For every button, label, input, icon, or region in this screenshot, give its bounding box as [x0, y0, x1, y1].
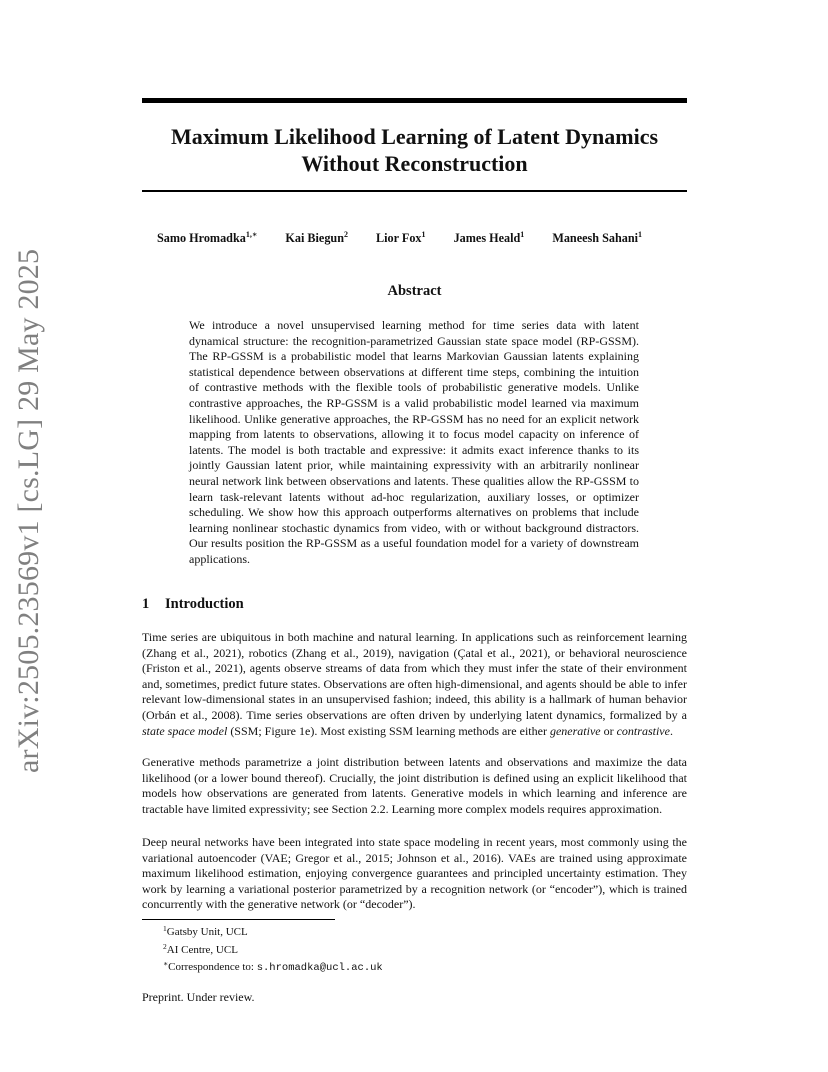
footnote-mark: 2 — [163, 941, 167, 951]
author-name: Lior Fox — [376, 231, 422, 245]
italic-term: generative — [549, 723, 601, 738]
author-affiliation-mark: 1 — [520, 230, 525, 239]
section-heading-introduction — [142, 596, 244, 613]
author-name: Maneesh Sahani — [552, 231, 638, 245]
paragraph-text: Time series are ubiquitous in both machine and natural learning. In applications such as reinforcement learning (Zhang et al., 2021), robotics (Zhang et al., 2019), navigation (Çatal et al., 2021), or behavioral neuroscience (Friston et al., 2021), agents observe streams of data from which they must infer the state of their environment and, sometimes, predict future states. Observations are often high-dimensional, and agents should be able to infer relevant low-dimensional states in an unsupervised fashion; indeed, this ability is a hallmark of human behavior (Orbán et al., 2008). Time series observations are often driven by underlying latent dynamics, formalized by a — [142, 630, 687, 722]
italic-term: state space model — [142, 723, 228, 738]
intro-paragraph-3 — [142, 835, 687, 913]
paragraph-text: Generative methods parametrize a joint distribution between latents and observations and maximize the data likelihood (or a lower bound thereof). Crucially, the joint distribution is defined using an explicit likelihood that models how observations are generated from latents. Generative models in which learning and inference are tractable have limited expressivity; see Section 2.2. Learning more complex models requires approximation. — [142, 755, 687, 816]
paper-title-line-1: Maximum Likelihood Learning of Latent Dynamics — [170, 124, 659, 149]
footnote — [163, 957, 383, 976]
author — [285, 230, 348, 246]
author — [454, 230, 525, 246]
top-thick-rule — [142, 98, 687, 103]
footnote-text: AI Centre, UCL — [166, 943, 238, 956]
section-number: 1 — [142, 596, 150, 612]
author-affiliation-mark: 1 — [421, 230, 426, 239]
paper-title-line-2: Without Reconstruction — [301, 151, 528, 176]
italic-term: contrastive — [616, 723, 670, 738]
section-title: Introduction — [165, 596, 244, 612]
author-affiliation-mark: 2 — [344, 230, 348, 239]
footnote-text: Gatsby Unit, UCL — [166, 926, 248, 938]
preprint-footer: Preprint. Under review. — [142, 990, 255, 1004]
footnote-rule — [142, 919, 335, 920]
arxiv-sidebar-stamp: arXiv:2505.23569v1 [cs.LG] 29 May 2025 — [12, 248, 45, 773]
author — [376, 230, 425, 246]
author-name: James Heald — [453, 231, 521, 245]
intro-paragraph-2 — [142, 755, 687, 817]
author-affiliation-mark: 1 — [637, 230, 642, 239]
footnotes — [163, 922, 383, 976]
footnote — [163, 922, 383, 940]
author — [552, 230, 642, 246]
author-name: Samo Hromadka — [157, 231, 246, 245]
paragraph-text: (SSM; Figure 1e). Most existing SSM learning methods are either — [227, 723, 550, 738]
intro-paragraph-1 — [142, 630, 687, 739]
abstract-text: We introduce a novel unsupervised learning method for time series data with latent dynamical structure: the recognition-parametrized Gaussian state space model (RP-GSSM). The RP-GSSM is a probabilistic model that learns Markovian Gaussian latents explaining statistical dependence between observations at different time steps, combining the intuition of contrastive methods with the flexible tools of probabilistic generative models. Unlike contrastive approaches, the RP-GSSM is a valid probabilistic model learned via maximum likelihood. Unlike generative approaches, the RP-GSSM has no need for an explicit network mapping from latents to observations, allowing it to focus model capacity on inference of latents. The model is both tractable and expressive: it admits exact inference thanks to its jointly Gaussian latent prior, while maintaining expressivity with an arbitrarily nonlinear neural network link between observations and latents. These qualities allow the RP-GSSM to learn task-relevant latents without ad-hoc regularization, auxiliary losses, or optimizer scheduling. We show how this approach outperforms alternatives on problems that include learning nonlinear stochastic dynamics from video, with or without background distractors. Our results position the RP-GSSM as a useful foundation model for a variety of downstream applications. — [189, 318, 639, 566]
footnote-text: Correspondence to: — [168, 961, 257, 973]
title-bottom-rule — [142, 190, 687, 192]
paragraph-text: . — [669, 723, 673, 738]
footnote-mark: 1 — [163, 924, 167, 933]
correspondence-email-link[interactable]: s.hromadka@ucl.ac.uk — [256, 962, 383, 974]
abstract-heading: Abstract — [387, 283, 442, 299]
paragraph-text: Deep neural networks have been integrated into state space modeling in recent years, most commonly using the variational autoencoder (VAE; Gregor et al., 2015; Johnson et al., 2016). VAEs are trained using approximate maximum likelihood estimation, enjoying convergence guarantees and principled uncertainty estimation. They work by learning a variational posterior parametrized by a recognition network (or “encoder”), which is trained concurrently with the generative network (or “decoder”). — [142, 835, 687, 912]
footnote — [163, 940, 383, 958]
author-list — [157, 229, 642, 246]
author-affiliation-mark: 1,∗ — [245, 230, 258, 239]
footnote-mark: ∗ — [163, 959, 169, 968]
author-name: Kai Biegun — [285, 231, 344, 245]
author — [157, 229, 257, 246]
paragraph-text: or — [600, 723, 617, 738]
